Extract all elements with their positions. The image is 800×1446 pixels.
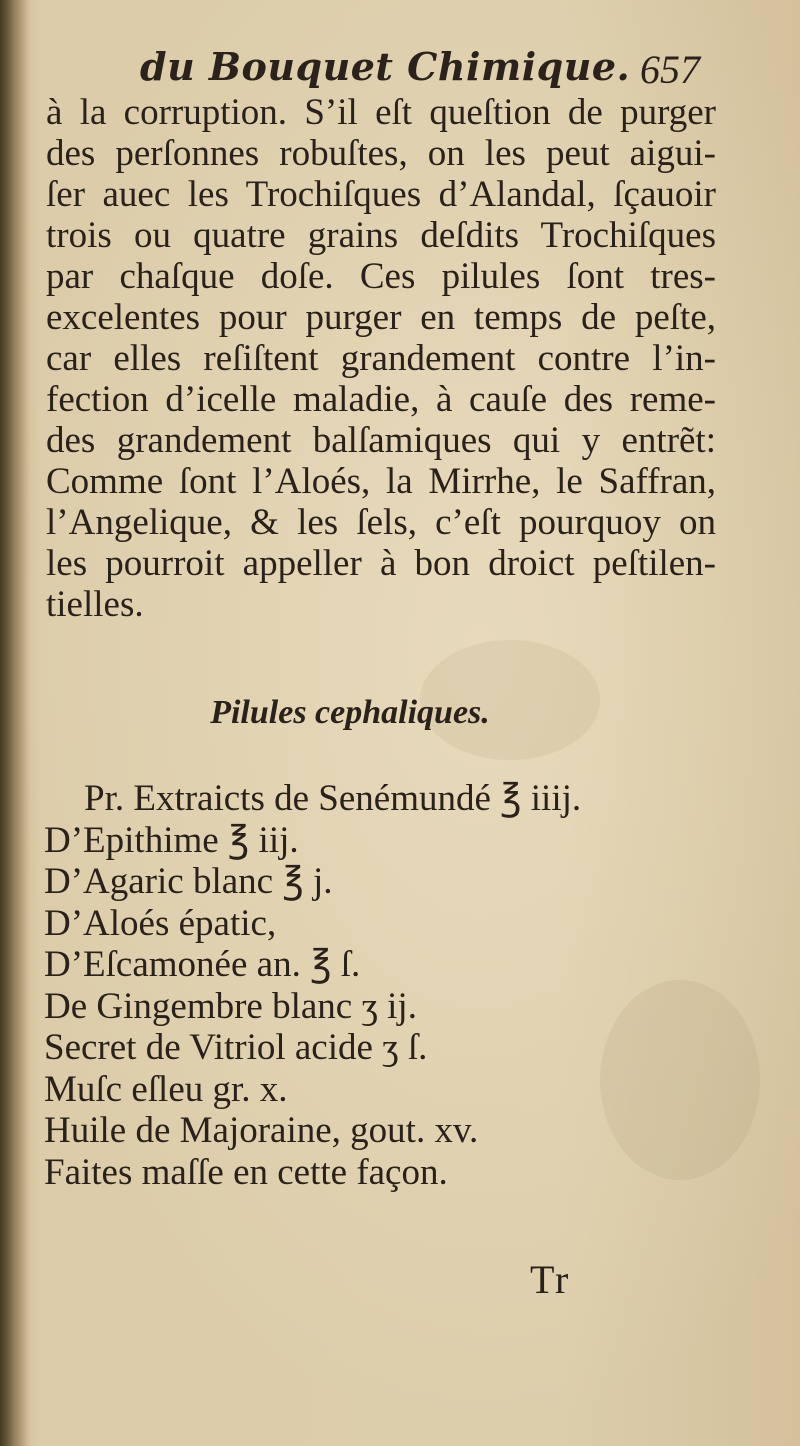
page-number: 657 (640, 47, 700, 92)
recipe-line: Pr. Extraicts de Senémundé ℥ iiij. (84, 778, 582, 819)
text-line: à la corruption. S’il eſt queſtion de purger (46, 92, 716, 133)
body-paragraph (46, 92, 716, 625)
text-line: l’Angelique, & les ſels, c’eſt pourquoy on (46, 502, 716, 543)
text-line: les pourroit appeller à bon droict peſtilen- (46, 543, 716, 584)
recipe-list (44, 778, 724, 1193)
running-title: du Bouquet Chimique. (140, 44, 631, 89)
recipe-line: Muſc eſleu gr. x. (44, 1068, 288, 1110)
text-line: ſer auec les Trochiſques d’Alandal, ſçauoir (46, 174, 716, 215)
text-line: excelentes pour purger en temps de peſte, (46, 297, 716, 338)
text-line: des perſonnes robuſtes, on les peut aigui- (46, 133, 716, 174)
text-line: Comme ſont l’Aloés, la Mirrhe, le Saffran, (46, 461, 716, 502)
recipe-line: D’Agaric blanc ℥ j. (44, 861, 333, 902)
recipe-line: Secret de Vitriol acide ʒ ſ. (44, 1027, 428, 1068)
catchword: Tr (530, 1257, 571, 1302)
recipe-line: Faites maſſe en cette façon. (44, 1151, 448, 1193)
section-title: Pilules cephaliques. (210, 694, 490, 731)
recipe-line: D’Epithime ℥ iij. (44, 819, 299, 861)
recipe-line: De Gingembre blanc ʒ ij. (44, 985, 417, 1027)
recipe-line: D’Eſcamonée an. ℥ ſ. (44, 944, 361, 985)
recipe-line: D’Aloés épatic, (44, 902, 277, 944)
binding-gutter-shadow (0, 0, 30, 1446)
text-line: tielles. (46, 584, 144, 625)
page-header (140, 40, 700, 100)
text-line: car elles reſiſtent grandement contre l’in- (46, 338, 716, 379)
text-line: trois ou quatre grains deſdits Trochiſques (46, 215, 716, 256)
text-line: des grandement balſamiques qui y entrẽt: (46, 420, 716, 461)
recipe-line: Huile de Majoraine, gout. xv. (44, 1110, 479, 1151)
text-line: par chaſque doſe. Ces pilules ſont tres- (46, 256, 716, 297)
text-line: fection d’icelle maladie, à cauſe des reme- (46, 379, 716, 420)
